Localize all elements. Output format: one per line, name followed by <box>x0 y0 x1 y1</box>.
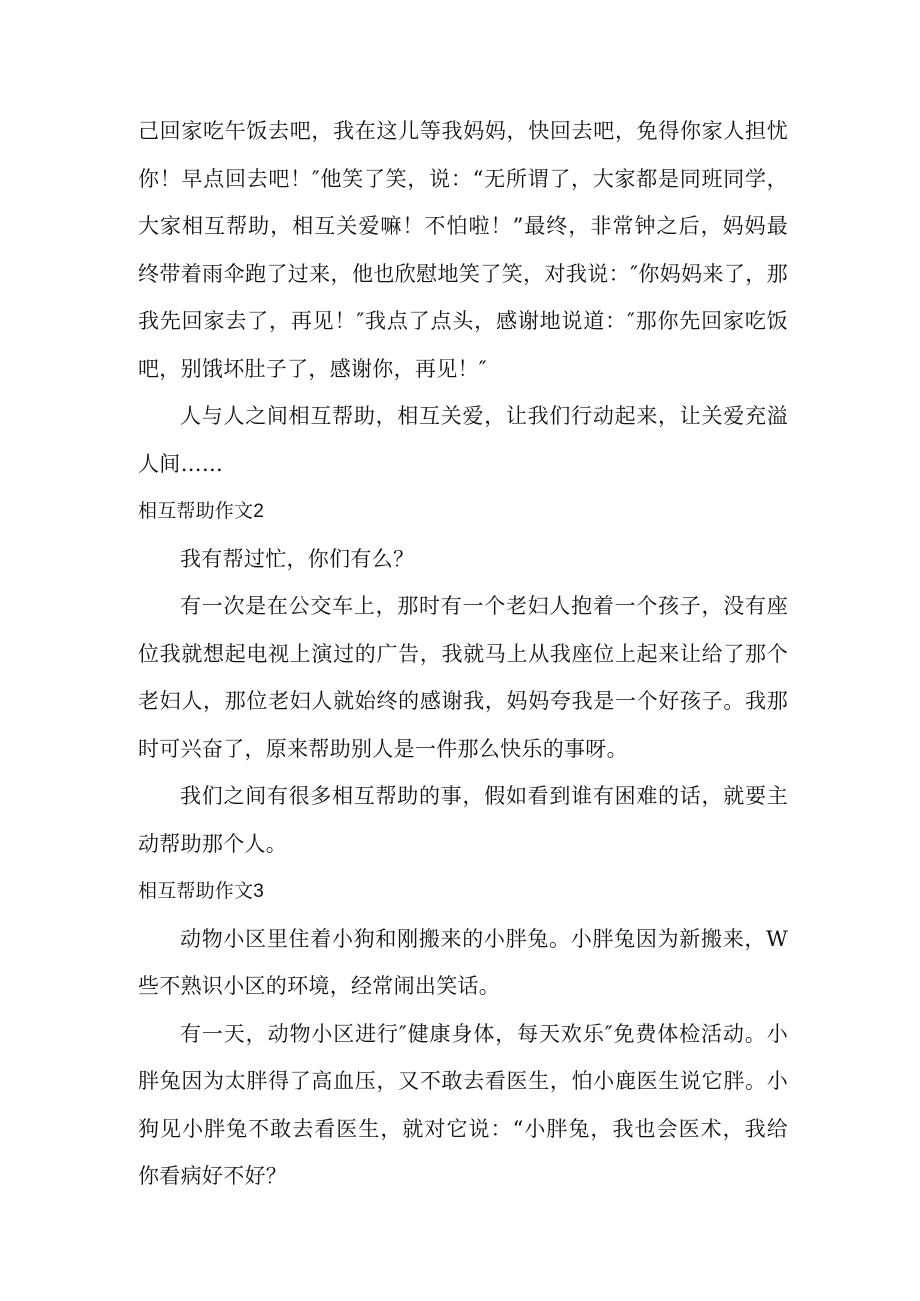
closing-paragraph: 人与人之间相互帮助，相互关爱，让我们行动起来，让关爱充溢人间…… <box>138 404 788 476</box>
document-body <box>138 108 788 1201</box>
animal-intro-paragraph: 动物小区里住着小狗和刚搬来的小胖兔。小胖兔因为新搬来，W些不熟识小区的环境，经常闹出笑话。 <box>138 926 788 998</box>
health-check-paragraph: 有一天，动物小区进行″健康身体，每天欢乐″免费体检活动。小胖兔因为太胖得了高血压，又不敢去看医生，怕小鹿医生说它胖。小狗见小胖兔不敢去看医生，就对它说：“小胖兔，我也会医术，我给你看病好不好？ <box>138 1021 788 1188</box>
section-heading-2: 相互帮助作文2 <box>138 501 264 522</box>
bus-story-paragraph: 有一次是在公交车上，那时有一个老妇人抱着一个孩子，没有座位我就想起电视上演过的广告，我就马上从我座位上起来让给了那个老妇人，那位老妇人就始终的感谢我，妈妈夸我是一个好孩子。我那时可兴奋了，原来帮助别人是一件那么快乐的事呀。 <box>138 594 788 761</box>
story-paragraph-continued: 己回家吃午饭去吧，我在这儿等我妈妈，快回去吧，免得你家人担忧你！早点回去吧！″他笑了笑，说：“无所谓了，大家都是同班同学，大家相互帮助，相互关爱嘛！不怕啦！”最终，非常钟之后，妈妈最终带着雨伞跑了过来，他也欣慰地笑了笑，对我说：″你妈妈来了，那我先回家去了，再见！″我点了点头，感谢地说道：″那你先回家吃饭吧，别饿坏肚子了，感谢你，再见！″ <box>138 119 788 381</box>
question-paragraph: 我有帮过忙，你们有么？ <box>180 546 415 571</box>
section-heading-3: 相互帮助作文3 <box>138 881 264 902</box>
help-reflection-paragraph: 我们之间有很多相互帮助的事，假如看到谁有困难的话，就要主动帮助那个人。 <box>138 784 788 856</box>
